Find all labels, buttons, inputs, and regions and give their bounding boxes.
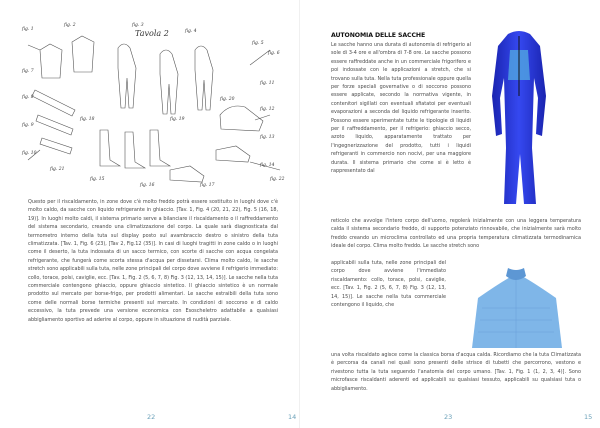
figure-label: fig. 12 [260,107,275,112]
page-number: 14 [288,413,297,421]
figure-label: fig. 2 [64,23,76,28]
leg-drawing [125,132,145,168]
section-title: AUTONOMIA DELLE SACCHE [331,32,426,39]
figure-label: fig. 5 [252,41,264,46]
page-number: 15 [584,413,593,421]
suit-drawing [160,50,178,114]
figure-label: fig. 20 [220,97,235,102]
wetsuit-photo [468,28,570,212]
figure-label: fig. 14 [260,163,275,168]
figure-label: fig. 8 [22,95,34,100]
plate-title: Tavola 2 [135,29,169,38]
page-number: 23 [444,413,453,421]
right-full-width-text: reticolo che avvolge l'intero corpo dell'uomo, regolerà inizialmente con una leggera temperatura calda il sistema secondario freddo, di supporto potenziato rinnovabile, che inizialmente sarà molto freddo creando un microclima controllato ed una propria temperatura climatizzata termodinamica ideale del corpo. Clima molto freddo. Le sacche stretch sono [331,218,581,250]
page-number: 22 [147,413,156,421]
leg-drawing [150,130,170,166]
sleeve-drawing [32,90,75,116]
figure-label: fig. 17 [200,183,215,188]
figure-label: fig. 21 [50,167,65,172]
right-middle-text: applicabili sulla tuta, nelle zone principali del corpo dove avviene l'immediato riscaldamento: collo, torace, polsi, caviglie, ecc. [Tav. 1, Fig. 2 (5, 6, 7, 8) Fig. 3 (12, 13, 14, 15)]. Le sacche nella tuta commerciale contengono il liquido, che [331,260,446,309]
figure-label: fig. 15 [90,177,105,182]
glove-drawing [170,166,204,182]
figure-label: fig. 6 [268,51,280,56]
leg-drawing [100,130,120,166]
right-column-text: Le sacche hanno una durata di autonomia di refrigerio al sole di 3-4 ore e all'ombra di 7-8 ore. Le sacche possono essere raffreddate anche in un commerciale frigorifero e poi indossate con le applicazioni a stretch, che si trovano sulla tuta. Nella tuta professionale oppure quella per forze speciali governative o di soccorso possono essere applicate, secondo la normativa vigente, in contenitori sigillati con eventuali sfiatatoi per eventuali evaporazioni a seconda del liquido refrigerante inserito. Possono essere sperimentate tutte le tipologie di liquidi per il raffreddamento, per il refrigerio: ghiaccio secco, azoto liquido, apparatamente trattato per l'ingegnerizzazione del prodotto, tutti i liquidi refrigeranti in commercio non nocivi, per una maggiore durata. Il sistema primario che come si è letto è rappresentato dal [331,42,471,175]
glove-drawing [216,146,250,162]
vest-photo [452,258,580,348]
figure-label: fig. 9 [22,123,34,128]
figure-label: fig. 4 [185,29,197,34]
figure-label: fig. 11 [260,81,275,86]
sleeve-drawing [36,115,73,135]
patent-drawing-plate [20,20,290,195]
left-body-text: Questo per il riscaldamento, in zone dove c'è molto freddo potrà essere sostituito in luoghi dove c'è molto caldo, da sacche con liquido refrigerante in ghiaccio. [Tav. 1, Fig. 4 (20, 21, 22), Fig. 5 (16, 18, 19)]. In luoghi molto caldi, il sistema primario serve a bilanciare il riscaldamento o il raffreddamento del sistema secondario, creando una climatizzazione del corpo. La quale sarà diagnosticata dal termometro interno della tuta sul display posto sul avambraccio destro o sinistro della tuta climatizzata. [Tav. 1, Fig. 6 (23), [Tav 2, Fig.12 (35)]. In casi di luoghi tragitti in zone caldo o in luoghi come il deserto, la tuta indossata di un sacco termico, con scorte di sacche con acqua congelata refrigerante, che fungerà come scorta stessa d'acqua per dissetarsi. Clima molto caldo, le sacche stretch sono applicabili sulla tuta, nelle zone principali del corpo dove avviene il refrigerio immediato: collo, torace, polsi, caviglie, ecc. [Tav. 1, Fig. 2 (5, 6, 7, 8) Fig. 3 (12, 13, 14, 15)]. Le sacche nella tuta commerciale contengono ghiaccio, oppure ghiaccio sintetico. Il ghiaccio sintetico è un normale prodotto sul mercato per borse-frigo, per prodotti alimentari. Le sacche estraibili della tuta sono come delle normali borse termiche presenti sul mercato. In condizioni di soccorso e di caldo eccessivo, la tuta prevede una versione economica con Esoscheletro adattabile a qualsiasi abbigliamento sportivo ad aderire al corpo, oppure in situazione di nudità parziale. [28,199,278,323]
figure-label: fig. 1 [22,27,34,32]
figure-label: fig. 13 [260,135,275,140]
vest-drawing [72,36,94,72]
suit-drawing [118,44,136,108]
figure-label: fig. 10 [22,151,37,156]
figure-label: fig. 19 [170,117,185,122]
shoe-drawing [220,106,263,131]
sleeve-drawing [40,138,72,154]
figure-label: fig. 7 [22,69,34,74]
figure-label: fig. 16 [140,183,155,188]
figure-label: fig. 3 [132,23,144,28]
figure-label: fig. 22 [270,177,285,182]
vest-drawing [40,44,62,78]
figure-label: fig. 18 [80,117,95,122]
right-bottom-text: una volta riscaldato agisce come la classica borsa d'acqua calda. Ricordiamo che la tuta Climatizzata è percorsa da canali nei quali sono presenti delle strisce di tubetti che percorrono, vestono e rivestono tutta la tuta seguendo l'anatomia del corpo umano. [Tav. 1, Fig. 1 (1, 2, 3, 4)]. Sono microfasce riscaldanti aderenti ed applicabili su qualsiasi tessuto, applicabili su qualsiasi tuta o abbigliamento. [331,352,581,392]
suit-drawing [195,46,213,110]
